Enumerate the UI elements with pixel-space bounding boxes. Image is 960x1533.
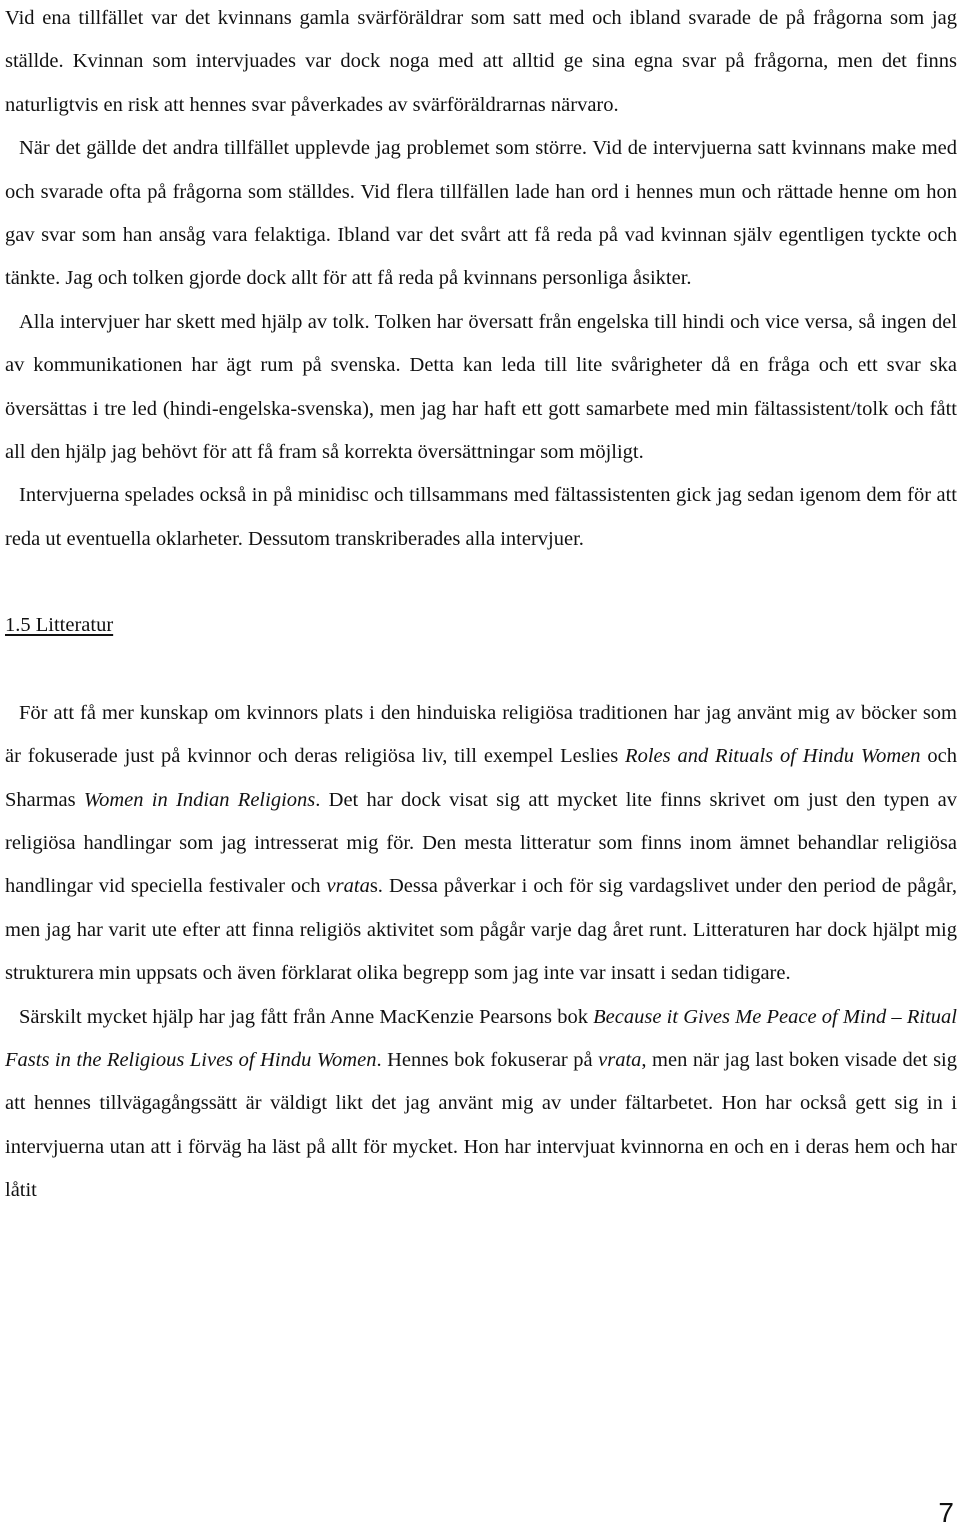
text-run: , men när jag last boken visade det sig att hennes tillvägagångssätt är väldigt likt det jag använt mig av under fältarbetet. Hon har också gett sig in i intervjuerna utan att i förväg ha läst på allt för mycket. Hon har intervjuat kvinnorna en och en i deras hem och har låtit: [5, 1048, 958, 1202]
text-run: . Det har dock visat sig att mycket lite finns skrivet om just den typen av religiösa handlingar som jag intresserat mig för. Den mesta litteratur som finns inom ämnet behandlar religiösa handlingar vid speciella festivaler och: [5, 788, 957, 898]
section-heading: 1.5 Litteratur: [5, 614, 114, 637]
paragraph-pearson: [5, 996, 957, 1213]
paragraph-interpreter: Alla intervjuer har skett med hjälp av tolk. Tolken har översatt från engelska till hindi och vice versa, så ingen del av kommunikationen har ägt rum på svenska. Detta kan leda till lite svårigheter då en fråga och ett svar ska översättas i tre led (hindi-engelska-svenska), men jag har haft ett gott samarbete med min fältassistent/tolk och fått all den hjälp jag behövt för att få fram så korrekta översättningar som möjligt.: [5, 310, 957, 464]
term: vrata: [598, 1048, 642, 1071]
text-run: s. Dessa påverkar i och för sig vardagslivet under den period de pågår, men jag har varit ute efter att finna religiös aktivitet som pågår varje dag året runt. Litteraturen har dock hjälpt mig strukturera min uppsats och även förklarat olika begrepp som jag inte var insatt i sedan tidigare.: [5, 875, 957, 985]
book-title: Because it Gives Me Peace of Mind – Ritual Fasts in the Religious Lives of Hindu Women: [5, 1005, 957, 1071]
paragraph-interview-setting: Vid ena tillfället var det kvinnans gamla svärföräldrar som satt med och ibland svarade de på frågorna som jag ställde. Kvinnan som intervjuades var dock noga med att alltid ge sina egna svar på frågorna, men det finns naturligtvis en risk att hennes svar påverkades av svärföräldrarnas närvaro.: [5, 7, 957, 116]
spacer: [5, 648, 957, 692]
paragraph-minidisc: Intervjuerna spelades också in på minidisc och tillsammans med fältassistenten gick jag sedan igenom dem för att reda ut eventuella oklarheter. Dessutom transkriberades alla intervjuer.: [5, 484, 957, 550]
page-number: 7: [938, 1497, 954, 1528]
text-run: . Hennes bok fokuserar på: [376, 1048, 599, 1071]
book-title: Women in Indian Religions: [83, 788, 316, 811]
book-title: Roles and Rituals of Hindu Women: [625, 745, 921, 768]
text-run: Särskilt mycket hjälp har jag fått från Anne MacKenzie Pearsons bok: [19, 1005, 594, 1028]
text-run: För att få mer kunskap om kvinnors plats i den hinduiska religiösa traditionen har jag använt mig av böcker som är fokuserade just på kvinnor och deras religiösa liv, till exempel Leslies: [5, 701, 957, 768]
paragraph-literature-intro: [5, 692, 957, 996]
spacer: [5, 561, 957, 604]
term: vrata: [326, 875, 370, 898]
paragraph-second-occasion: När det gällde det andra tillfället upplevde jag problemet som större. Vid de intervjuerna satt kvinnans make med och svarade ofta på frågorna som ställdes. Vid flera tillfällen lade han ord i hennes mun och rättade henne om hon gav svar som han ansåg vara felaktiga. Ibland var det svårt att få reda på vad kvinnan själv egentligen tyckte och tänkte. Jag och tolken gjorde dock allt för att få reda på kvinnans personliga åsikter.: [5, 137, 957, 290]
text-run: och Sharmas: [5, 745, 957, 811]
document-page: [5, 0, 957, 1213]
